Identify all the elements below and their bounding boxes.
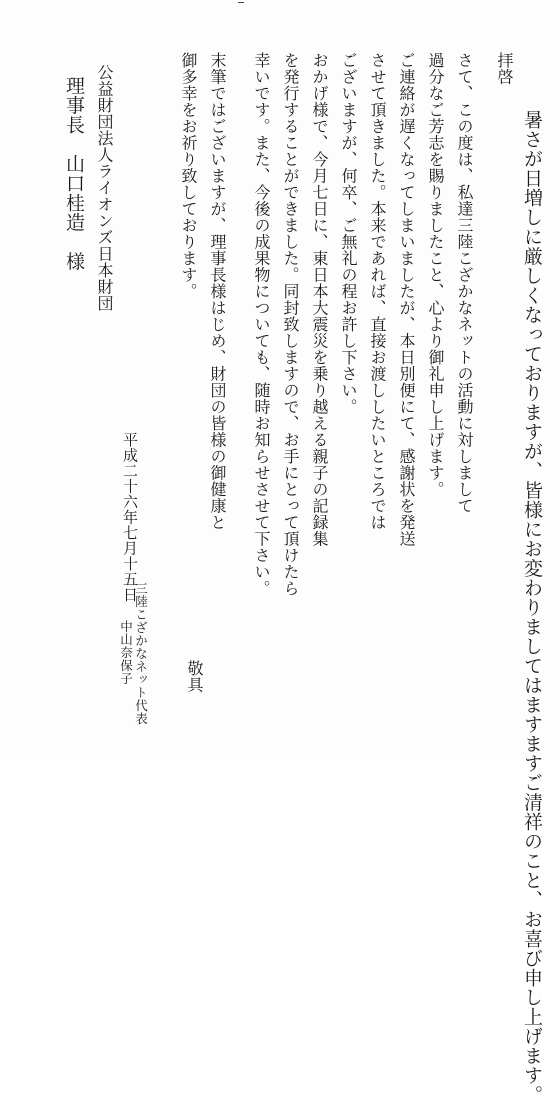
sender-name: 中山奈保子 xyxy=(118,620,134,685)
body-line-10: 末筆ではございますが、理事長様はじめ、財団の皆様の御健康と xyxy=(208,52,227,531)
body-line-2: さて、この度は、私達三陸こざかなネットの活動に対しまして xyxy=(455,52,474,514)
body-line-9: 幸いです。また、今後の成果物についても、随時お知らせさせて下さい。 xyxy=(252,52,271,597)
body-line-7: おかげ様で、今月七日に、東日本大震災を乗り越える親子の記録集 xyxy=(310,52,329,547)
body-line-4: ご連絡が遅くなってしまいましたが、本日別便にて、感謝状を発送 xyxy=(397,52,416,547)
salutation xyxy=(496,52,512,85)
body-line-6: ございますが、何卒、ご無礼の程お許し下さい。 xyxy=(339,52,358,415)
scan-mark xyxy=(238,2,244,3)
salutation-text: 拝啓 xyxy=(495,52,514,85)
body-line-8: を発行することができました。同封致しますので、お手にとって頂けたら xyxy=(281,52,300,597)
body-line-11: 御多幸をお祈り致しております。 xyxy=(179,52,198,300)
body-line-5: させて頂きました。本来であれば、直接お渡ししたいところでは xyxy=(368,52,387,531)
recipient-title-name: 理事長 山口桂造 様 xyxy=(63,76,85,271)
date: 平成二十六年七月十五日 xyxy=(121,432,139,603)
recipient-org: 公益財団法人ライオンズ日本財団 xyxy=(95,64,114,312)
body-line-3: 過分なご芳志を賜りましたこと、心より御礼申し上げます。 xyxy=(426,52,445,498)
sender-org: 三陸こざかなネット代表 xyxy=(133,582,149,725)
body-line-1: 暑さが日増しに厳しくなっておりますが、皆様にお変わりましてはますますご清祥のこと、お喜び申し上げます。 xyxy=(521,110,543,1105)
closing: 敬具 xyxy=(185,660,204,693)
